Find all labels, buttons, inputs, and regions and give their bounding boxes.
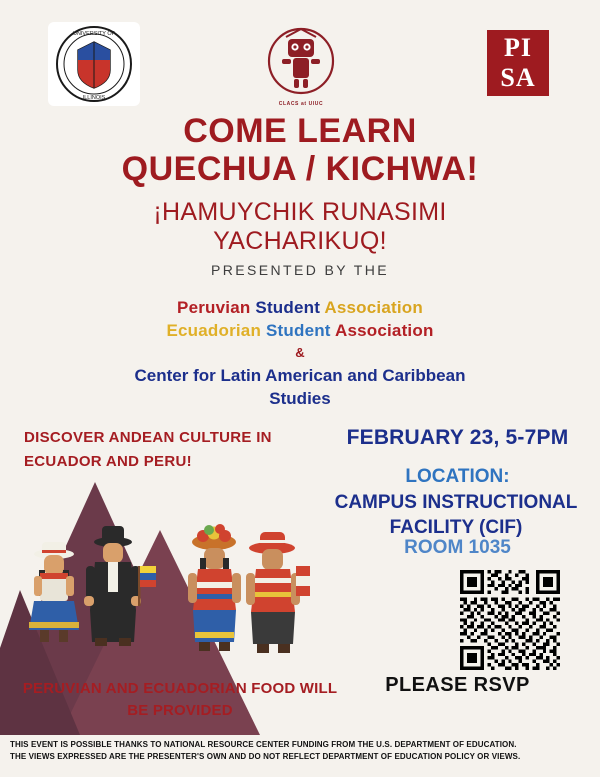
svg-text:UNIVERSITY OF: UNIVERSITY OF <box>72 31 116 37</box>
headline-line-1: COME LEARN <box>183 112 417 150</box>
qr-code-icon[interactable] <box>460 570 560 670</box>
clacs-figure-icon <box>266 25 336 99</box>
location-line-1: CAMPUS INSTRUCTIONAL <box>334 492 578 513</box>
rsvp-label: PLEASE RSVP <box>385 674 530 696</box>
ecuador-word-2: Student <box>266 321 331 340</box>
discover-line-1: DISCOVER ANDEAN CULTURE IN <box>24 429 272 446</box>
disclaimer-line-2: THE VIEWS EXPRESSED ARE THE PRESENTER'S OWN AND DO NOT REFLECT DEPARTMENT OF EDUCATION POLICY OR VIEWS. <box>10 752 521 761</box>
pisa-logo-line1: PI <box>504 33 532 62</box>
room-number: ROOM 1035 <box>404 537 511 558</box>
pisa-logo-line2: SA <box>500 63 536 92</box>
pisa-logo-box <box>487 30 549 96</box>
location-label: LOCATION: <box>405 466 510 487</box>
organizations-block <box>0 296 600 410</box>
peruvian-student-association-line <box>0 296 600 319</box>
discover-text <box>24 426 314 474</box>
clacs-logo <box>258 20 344 112</box>
figure-man-red-hat <box>246 532 310 653</box>
university-of-illinois-logo <box>48 22 140 106</box>
rsvp-qr-code[interactable] <box>460 570 560 670</box>
location-line-2: FACILITY (CIF) <box>389 517 523 538</box>
food-note <box>20 678 340 722</box>
ecuador-word-1: Ecuadorian <box>166 321 262 340</box>
svg-text:ILLINOIS: ILLINOIS <box>82 95 106 101</box>
subheadline-line-2: YACHARIKUQ! <box>213 227 387 255</box>
food-note-line-2: BE PROVIDED <box>127 702 233 719</box>
discover-line-2: ECUADOR AND PERU! <box>24 453 192 470</box>
headline-line-2: QUECHUA / KICHWA! <box>121 150 479 188</box>
location-value <box>320 490 592 540</box>
presented-by-label: PRESENTED BY THE <box>211 262 389 278</box>
pisa-logo <box>487 30 549 96</box>
disclaimer-line-1: THIS EVENT IS POSSIBLE THANKS TO NATIONAL RESOURCE CENTER FUNDING FROM THE U.S. DEPARTMENT OF EDUCATION. <box>10 740 517 749</box>
subheadline-line-1: ¡HAMUYCHIK RUNASIMI <box>153 198 447 226</box>
food-note-line-1: PERUVIAN AND ECUADORIAN FOOD WILL <box>22 680 338 697</box>
poster-subheadline <box>0 198 600 256</box>
clacs-name-line-2: Studies <box>269 389 331 408</box>
figure-woman-fruit-basket <box>188 524 241 651</box>
ecuadorian-student-association-line <box>0 319 600 342</box>
clacs-logo-caption: CLACS at UIUC <box>278 101 324 107</box>
logo-row <box>0 14 600 110</box>
clacs-name-line-1: Center for Latin American and Caribbean <box>134 366 466 385</box>
funding-disclaimer <box>10 739 590 763</box>
peru-word-3: Association <box>324 298 423 317</box>
ecuador-word-3: Association <box>334 321 434 340</box>
poster-headline <box>0 112 600 188</box>
ampersand: & <box>295 345 305 360</box>
event-date: FEBRUARY 23, 5-7PM <box>346 426 569 449</box>
peru-word-2: Student <box>255 298 321 317</box>
peru-word-1: Peruvian <box>177 298 251 317</box>
illinois-crest-icon <box>50 24 138 104</box>
